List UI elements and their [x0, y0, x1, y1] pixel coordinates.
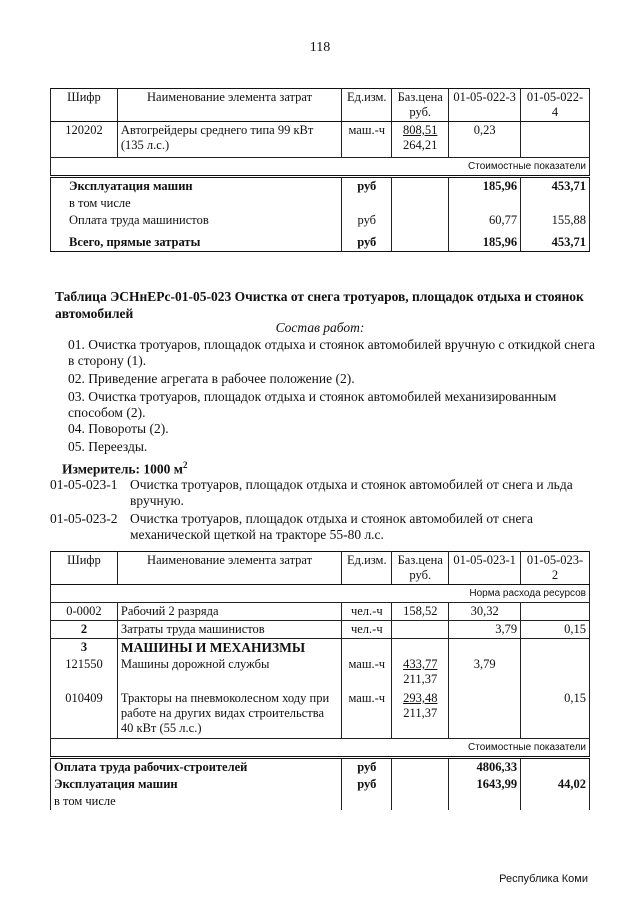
work-item: 01. Очистка тротуаров, площадок отдыха и стоянок автомобилей вручную с откидкой снега в сторону (1).	[68, 337, 596, 368]
row-v1: 0,23	[449, 122, 521, 158]
header-unit: Ед.изм.	[342, 552, 392, 585]
cost-row-unit: руб	[342, 757, 392, 776]
cost-row-v2: 453,71	[521, 234, 590, 252]
row-unit: маш.-ч	[342, 656, 392, 690]
cost-table-1	[50, 88, 590, 252]
work-item: 02. Приведение агрегата в рабочее положение (2).	[68, 371, 355, 386]
norm-label: Норма расхода ресурсов	[51, 585, 590, 603]
header-unit: Ед.изм.	[342, 89, 392, 122]
header-name: Наименование элемента затрат	[117, 552, 341, 585]
footer-region: Республика Коми	[499, 873, 588, 885]
row-unit: маш.-ч	[342, 122, 392, 158]
cost-row-unit: руб	[342, 212, 392, 234]
resource-table-2	[50, 551, 590, 810]
work-item: 04. Повороты (2).	[68, 421, 169, 436]
row-v1: 3,79	[449, 656, 521, 690]
cost-row-v1: 185,96	[449, 177, 521, 196]
cost-row-unit: руб	[342, 776, 392, 793]
header-col2: 01-05-023-2	[521, 552, 590, 585]
header-code: Шифр	[51, 89, 118, 122]
cost-row-name: в том числе	[51, 793, 342, 810]
cost-row-v1: 60,77	[449, 212, 521, 234]
row-code: 3	[51, 639, 118, 657]
row-price: 158,52	[392, 603, 449, 621]
row-code: 121550	[51, 656, 118, 690]
norm-description: Очистка тротуаров, площадок отдыха и стоянок автомобилей от снега и льда вручную.	[130, 477, 573, 508]
cost-row-v1: 185,96	[449, 234, 521, 252]
cost-row-name: Оплата труда машинистов	[51, 212, 342, 234]
cost-row-name: в том числе	[51, 195, 342, 212]
row-unit: чел.-ч	[342, 603, 392, 621]
row-name: Машины дорожной службы	[117, 656, 341, 690]
cost-row-name: Оплата труда рабочих-строителей	[51, 757, 342, 776]
row-price: 293,48 211,37	[392, 690, 449, 738]
row-v1: 3,79	[449, 621, 521, 639]
cost-row-v2: 155,88	[521, 212, 590, 234]
cost-row-name: Всего, прямые затраты	[51, 234, 342, 252]
norm-description: Очистка тротуаров, площадок отдыха и стоянок автомобилей от снега механической щеткой на тракторе 55-80 л.с.	[130, 511, 533, 542]
row-price: 808,51 264,21	[392, 122, 449, 158]
section-title: Таблица ЭСНнЕРс-01-05-023 Очистка от снега тротуаров, площадок отдыха и стоянок автомобилей	[55, 289, 584, 321]
cost-row-v2: 453,71	[521, 177, 590, 196]
row-name: Рабочий 2 разряда	[117, 603, 341, 621]
cost-row-v1: 1643,99	[449, 776, 521, 793]
cost-row-unit: руб	[342, 177, 392, 196]
norm-code: 01-05-023-2	[50, 511, 118, 526]
row-v2	[521, 656, 590, 690]
row-unit: маш.-ч	[342, 690, 392, 738]
measure-unit: Измеритель: 1000 $м^2$	[62, 460, 188, 477]
row-v2	[521, 603, 590, 621]
work-item: 03. Очистка тротуаров, площадок отдыха и стоянок автомобилей механизированным способом (2).	[68, 389, 557, 420]
cost-row-name: Эксплуатация машин	[51, 776, 342, 793]
work-composition-heading: Состав работ:	[275, 320, 365, 335]
cost-indicators-label: Стоимостные показатели	[51, 158, 590, 177]
page-number: 118	[309, 40, 331, 55]
cost-row-v1: 4806,33	[449, 757, 521, 776]
row-v1	[449, 690, 521, 738]
norm-code: 01-05-023-1	[50, 477, 118, 492]
header-col2: 01-05-022-4	[521, 89, 590, 122]
header-col1: 01-05-023-1	[449, 552, 521, 585]
row-v1: 30,32	[449, 603, 521, 621]
row-v2	[521, 122, 590, 158]
row-code: 0-0002	[51, 603, 118, 621]
cost-row-name: Эксплуатация машин	[51, 177, 342, 196]
header-price: Баз.цена руб.	[392, 89, 449, 122]
cost-row-unit: руб	[342, 234, 392, 252]
row-name: Тракторы на пневмоколесном ходу при работе на других видах строительства 40 кВт (55 л.с.)	[117, 690, 341, 738]
header-name: Наименование элемента затрат	[117, 89, 341, 122]
row-code: 2	[51, 621, 118, 639]
row-code: 010409	[51, 690, 118, 738]
row-v2: 0,15	[521, 621, 590, 639]
row-price: 433,77 211,37	[392, 656, 449, 690]
row-unit: чел.-ч	[342, 621, 392, 639]
row-v2: 0,15	[521, 690, 590, 738]
header-col1: 01-05-022-3	[449, 89, 521, 122]
row-name: Автогрейдеры среднего типа 99 кВт (135 л.с.)	[117, 122, 341, 158]
header-price: Баз.цена руб.	[392, 552, 449, 585]
cost-row-v2: 44,02	[521, 776, 590, 793]
work-item: 05. Переезды.	[68, 439, 148, 454]
cost-row-v2	[521, 757, 590, 776]
row-code: 120202	[51, 122, 118, 158]
cost-indicators-label: Стоимостные показатели	[51, 738, 590, 757]
row-name: Затраты труда машинистов	[117, 621, 341, 639]
section-name: МАШИНЫ И МЕХАНИЗМЫ	[117, 639, 341, 657]
header-code: Шифр	[51, 552, 118, 585]
